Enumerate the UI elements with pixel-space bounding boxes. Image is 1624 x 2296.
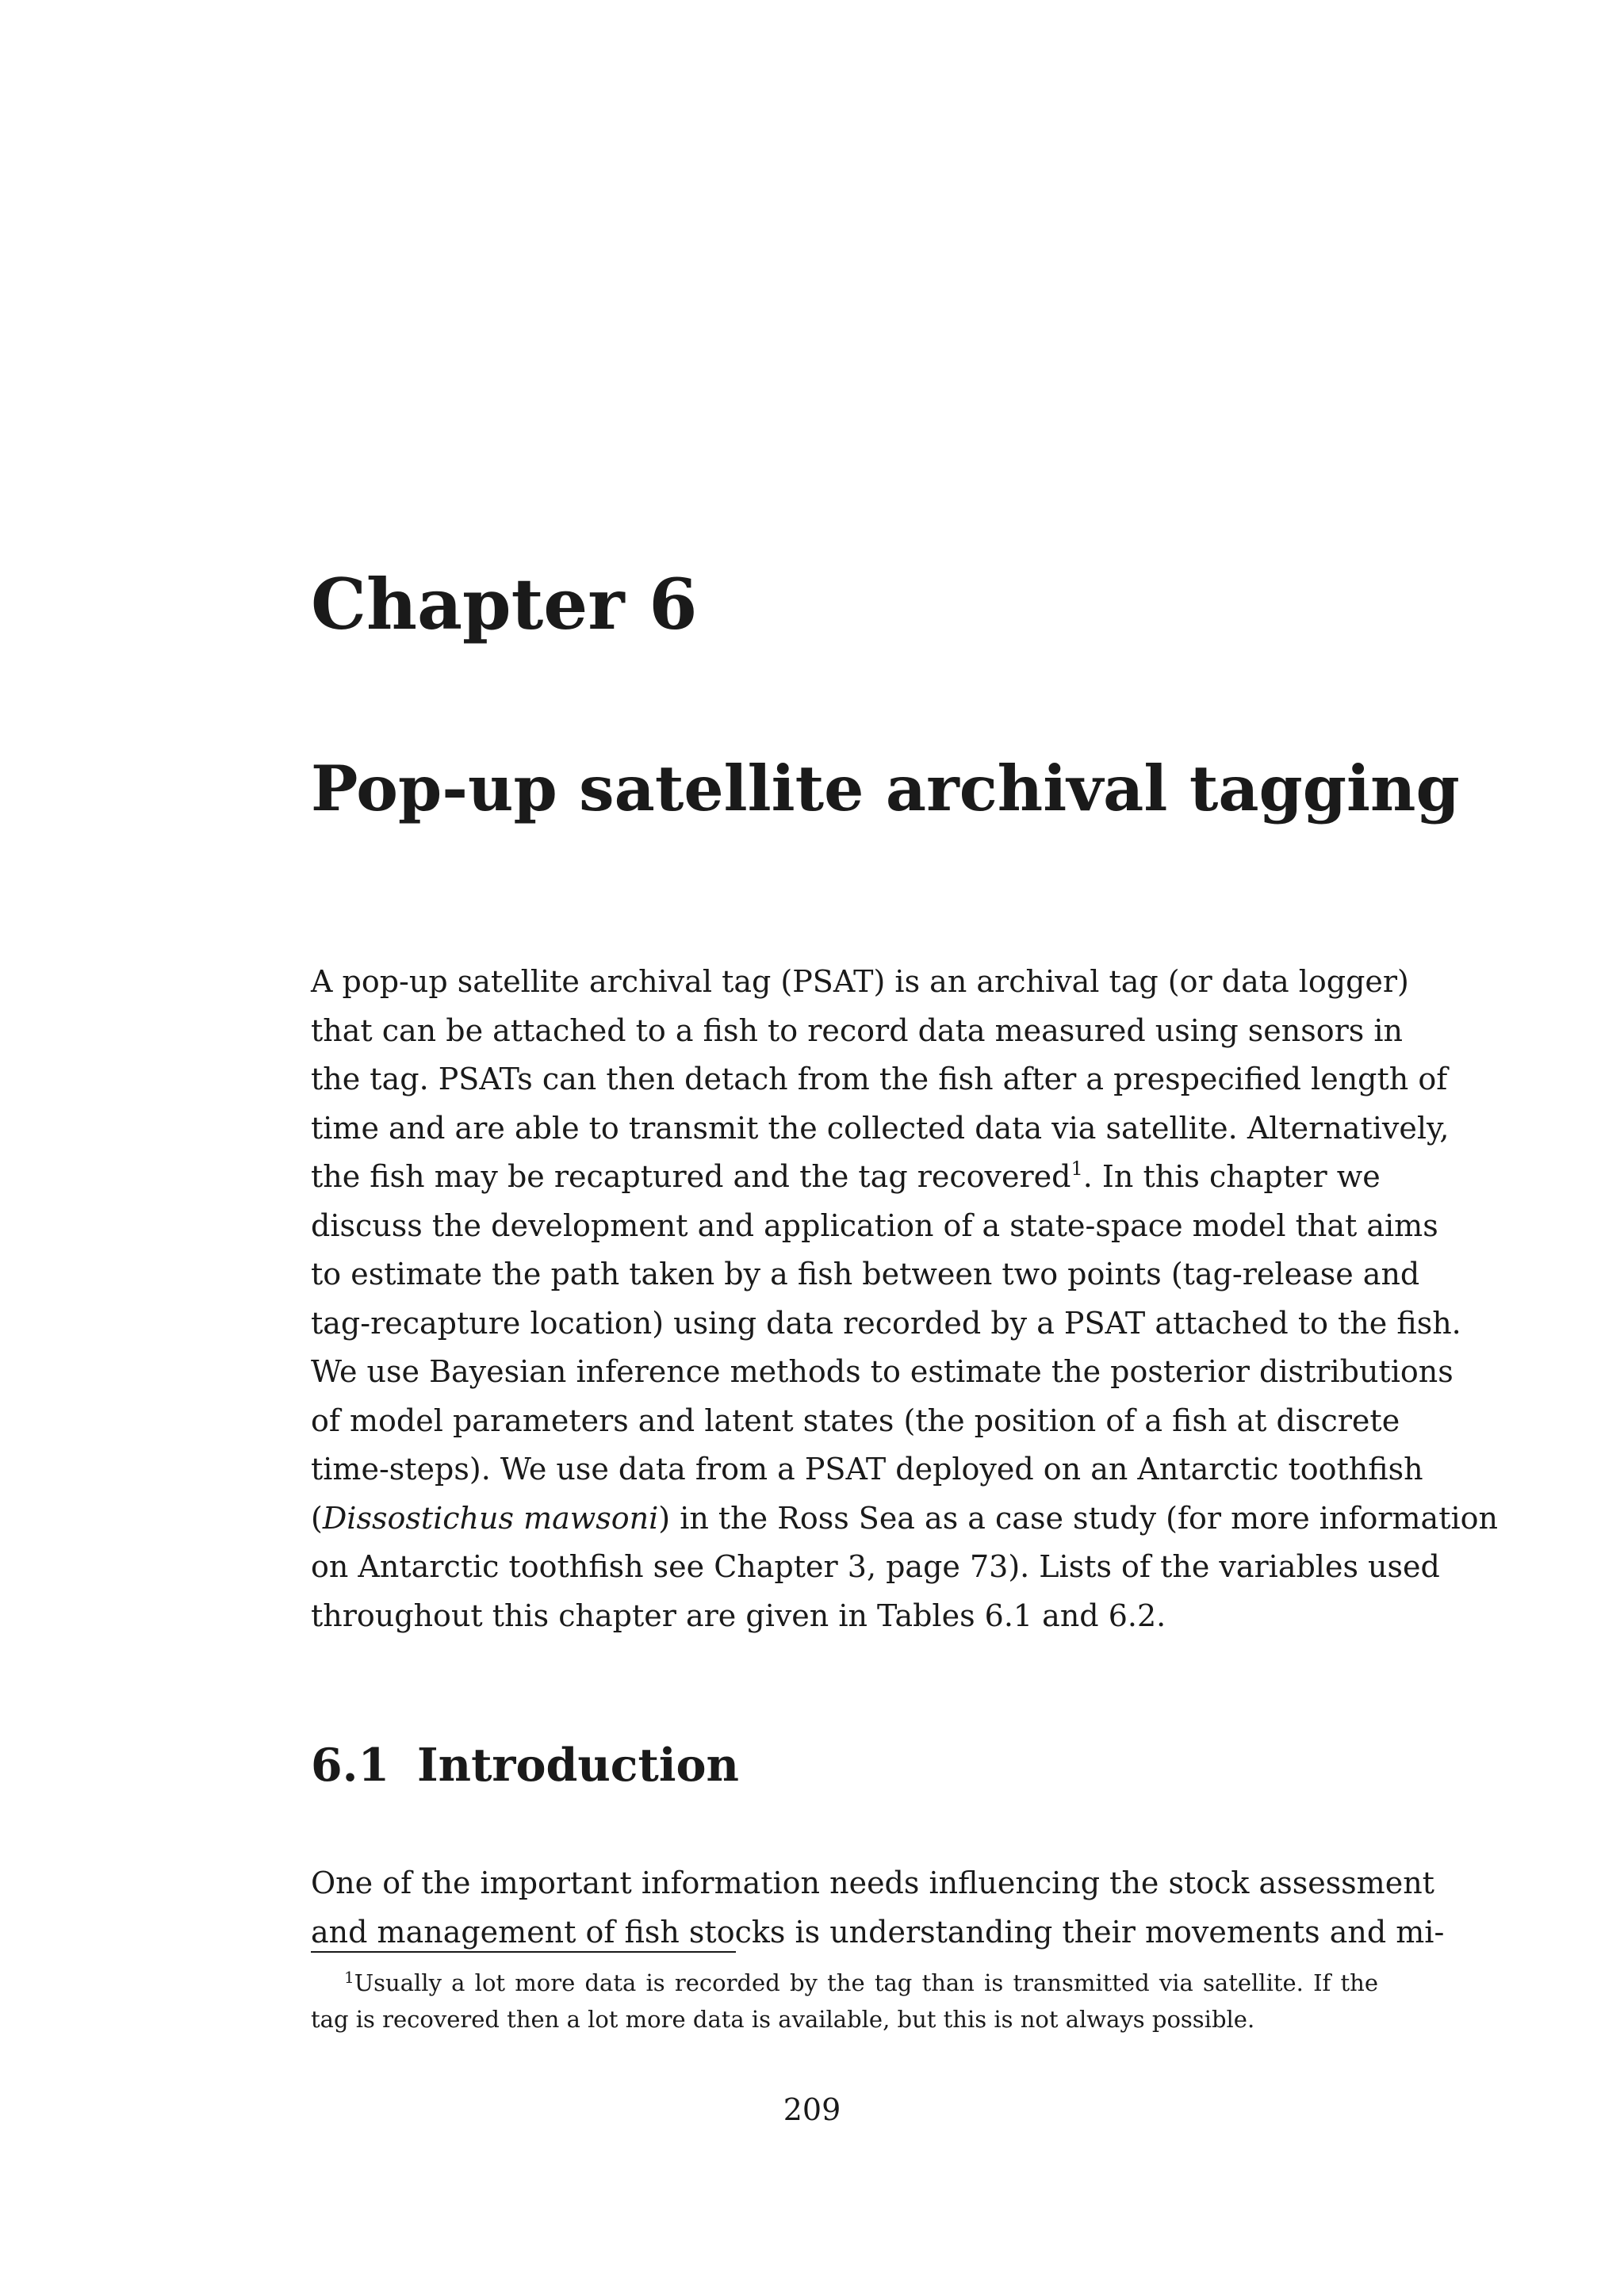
- footnote-divider: [311, 1951, 736, 1953]
- footnote-marker: 1: [344, 1968, 354, 1987]
- chapter-label: Chapter 6: [311, 563, 698, 645]
- paragraph-line: that can be attached to a fish to record data measured using sensors in: [311, 1012, 1404, 1048]
- paragraph-line: [311, 1494, 1498, 1544]
- footnote-text: Usually a lot more data is recorded by the tag than is transmitted via satellite. If the: [354, 1969, 1378, 1996]
- paragraph-line: tag-recapture location) using data recorded by a PSAT attached to the fish.: [311, 1305, 1461, 1341]
- paragraph-line: to estimate the path taken by a fish between two points (tag-release and: [311, 1257, 1420, 1292]
- paragraph-line: and management of fish stocks is understanding their movements and mi-: [311, 1914, 1445, 1950]
- paragraph-line: time and are able to transmit the collected data via satellite. Alternatively,: [311, 1110, 1450, 1146]
- line-text: the fish may be recaptured and the tag recovered: [311, 1159, 1071, 1194]
- paragraph-line: throughout this chapter are given in Tables 6.1 and 6.2.: [311, 1598, 1166, 1633]
- line-text: . In this chapter we: [1082, 1159, 1381, 1194]
- introduction-paragraph: [311, 1859, 1445, 1957]
- section-title: Introduction: [417, 1739, 739, 1792]
- footnote-marker[interactable]: 1: [1071, 1158, 1083, 1180]
- paragraph-line: discuss the development and application of a state-space model that aims: [311, 1207, 1438, 1243]
- paragraph-line: We use Bayesian inference methods to estimate the posterior distributions: [311, 1354, 1454, 1389]
- paragraph-line: on Antarctic toothfish see Chapter 3, page 73). Lists of the variables used: [311, 1549, 1440, 1584]
- footnote-line: tag is recovered then a lot more data is available, but this is not always possible.: [311, 2006, 1255, 2033]
- line-text: (: [311, 1500, 323, 1536]
- page-number: 209: [783, 2092, 841, 2127]
- chapter-title: Pop-up satellite archival tagging: [311, 752, 1460, 825]
- section-number: 6.1: [311, 1739, 390, 1792]
- footnote-line: [311, 1965, 1378, 2001]
- line-text: ) in the Ross Sea as a case study (for more information: [658, 1500, 1498, 1536]
- paragraph-line: [311, 1153, 1381, 1202]
- chapter-intro-paragraph: [311, 958, 1498, 1640]
- paragraph-line: the tag. PSATs can then detach from the fish after a prespecified length of: [311, 1062, 1448, 1096]
- paragraph-line: of model parameters and latent states (the position of a fish at discrete: [311, 1402, 1400, 1438]
- section-heading: [311, 1739, 739, 1792]
- paragraph-line: One of the important information needs influencing the stock assessment: [311, 1866, 1434, 1900]
- species-name: Dissostichus mawsoni: [322, 1500, 659, 1536]
- footnote: [311, 1965, 1378, 2038]
- paragraph-line: A pop-up satellite archival tag (PSAT) is an archival tag (or data logger): [311, 964, 1409, 999]
- paragraph-line: time-steps). We use data from a PSAT deployed on an Antarctic toothfish: [311, 1452, 1423, 1487]
